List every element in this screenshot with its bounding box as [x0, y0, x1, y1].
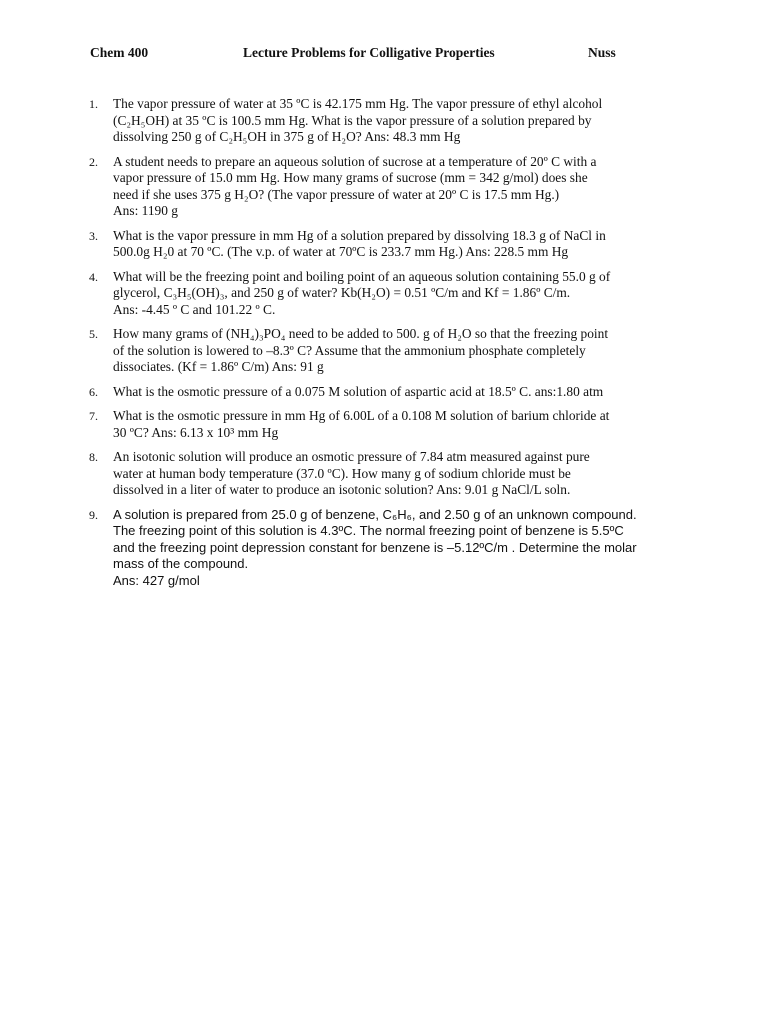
problem-line: A solution is prepared from 25.0 g of benzene, C₆H₆, and 2.50 g of an unknown compound.	[113, 506, 637, 522]
problem-8	[0, 449, 768, 499]
problem-1	[0, 96, 768, 146]
problem-number: 9.	[89, 507, 98, 522]
problem-4	[0, 269, 768, 319]
problem-line: 500.0g H₂0 at 70 ºC. (The v.p. of water at 70ºC is 233.7 mm Hg.) Ans: 228.5 mm Hg	[113, 244, 569, 259]
problem-line: An isotonic solution will produce an osmotic pressure of 7.84 atm measured against pure	[113, 449, 590, 464]
problem-number: 7.	[89, 409, 98, 423]
problem-text	[113, 96, 678, 146]
problem-text	[113, 154, 678, 220]
problem-line: The vapor pressure of water at 35 ºC is 42.175 mm Hg. The vapor pressure of ethyl alcohol	[113, 96, 603, 111]
problem-number: 6.	[89, 384, 98, 399]
problem-7	[0, 408, 768, 441]
problem-list	[0, 96, 768, 597]
problem-line: A student needs to prepare an aqueous solution of sucrose at a temperature of 20º C with a	[113, 153, 597, 169]
problem-answer: Ans: -4.45 º C and 101.22 º C.	[113, 301, 276, 317]
problem-line: 30 ºC? Ans: 6.13 x 10³ mm Hg	[113, 424, 279, 440]
course-name: Chem 400	[90, 45, 149, 60]
problem-3	[0, 228, 768, 261]
problem-line: What will be the freezing point and boiling point of an aqueous solution containing 55.0 g of	[113, 268, 611, 284]
problem-9	[0, 507, 768, 590]
problem-line: dissolving 250 g of C₂H₅OH in 375 g of H₂O? Ans: 48.3 mm Hg	[113, 129, 461, 144]
problem-line: need if she uses 375 g H₂O? (The vapor pressure of water at 20º C is 17.5 mm Hg.)	[113, 186, 560, 202]
problem-2	[0, 154, 768, 220]
problem-answer: Ans: 1190 g	[113, 203, 178, 218]
problem-line: What is the osmotic pressure in mm Hg of 6.00L of a 0.108 M solution of barium chloride at	[113, 408, 610, 423]
problem-number: 8.	[89, 450, 98, 464]
instructor-name: Nuss	[588, 45, 616, 60]
problem-line: glycerol, C₃H₅(OH)₃, and 250 g of water? Kb(H₂O) = 0.51 ºC/m and Kf = 1.86º C/m.	[113, 285, 571, 300]
problem-line: (C₂H₅OH) at 35 ºC is 100.5 mm Hg. What is the vapor pressure of a solution prepared by	[113, 112, 592, 128]
problem-line: dissociates. (Kf = 1.86º C/m) Ans: 91 g	[113, 359, 324, 374]
problem-number: 1.	[89, 97, 98, 111]
problem-line: The freezing point of this solution is 4.3ºC. The normal freezing point of benzene is 5.5ºC	[113, 523, 624, 538]
problem-number: 5.	[89, 327, 98, 341]
document-title: Lecture Problems for Colligative Properties	[243, 45, 495, 60]
problem-text	[113, 326, 678, 376]
problem-line: and the freezing point depression constant for benzene is –5.12ºC/m . Determine the molar	[113, 539, 637, 555]
problem-5	[0, 326, 768, 376]
problem-line: How many grams of (NH₄)₃PO₄ need to be added to 500. g of H₂O so that the freezing point	[113, 326, 609, 341]
problem-6	[0, 384, 768, 401]
problem-text	[113, 449, 678, 499]
problem-answer: Ans: 427 g/mol	[113, 572, 200, 588]
problem-line: water at human body temperature (37.0 ºC). How many g of sodium chloride must be	[113, 465, 571, 481]
problem-number: 4.	[89, 269, 98, 284]
problem-text	[113, 384, 678, 401]
problem-text	[113, 408, 678, 441]
problem-line: mass of the compound.	[113, 556, 249, 571]
page-header	[0, 45, 768, 65]
problem-line: What is the vapor pressure in mm Hg of a solution prepared by dissolving 18.3 g of NaCl in	[113, 227, 606, 243]
problem-line: vapor pressure of 15.0 mm Hg. How many grams of sucrose (mm = 342 g/mol) does she	[113, 170, 588, 185]
problem-text	[113, 228, 678, 261]
problem-number: 3.	[89, 228, 98, 243]
problem-text	[113, 507, 678, 590]
problem-number: 2.	[89, 154, 98, 169]
problem-line: of the solution is lowered to –8.3º C? Assume that the ammonium phosphate completely	[113, 342, 586, 358]
problem-text	[113, 269, 678, 319]
problem-line: What is the osmotic pressure of a 0.075 M solution of aspartic acid at 18.5º C. ans:1.80 atm	[113, 383, 604, 399]
problem-line: dissolved in a liter of water to produce an isotonic solution? Ans: 9.01 g NaCl/L soln.	[113, 482, 571, 497]
